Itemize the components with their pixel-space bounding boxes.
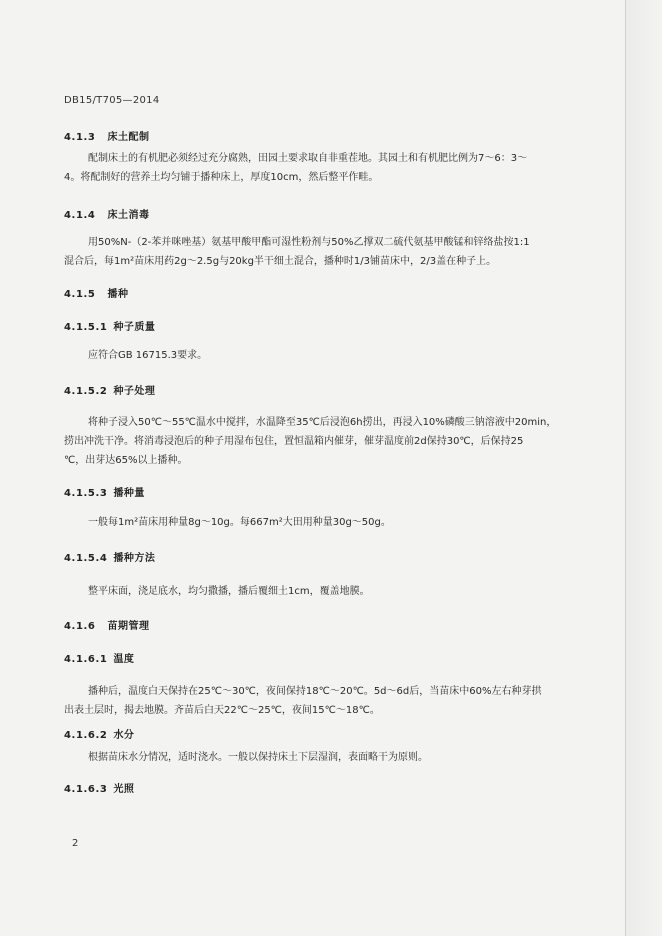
section-title: 床土消毒: [107, 210, 150, 221]
section-heading-4-1-6-2: [64, 726, 134, 741]
section-heading-4-1-5-2: [64, 382, 155, 397]
section-title: 床土配制: [107, 132, 150, 143]
section-heading-4-1-3: [64, 128, 149, 143]
section-title: 播种量: [113, 488, 145, 499]
paragraph-4-1-6-1: [64, 682, 576, 720]
section-title: 播种: [107, 289, 129, 300]
section-number: 4.1.5.4: [64, 553, 108, 564]
section-heading-4-1-5-3: [64, 484, 145, 499]
paragraph-line: 用50%N-（2-苯并咪唑基）氨基甲酸甲酯可湿性粉剂与50%乙撑双二硫代氨基甲酸锰和锌络盐按1:1: [88, 237, 530, 248]
section-heading-4-1-4: [64, 206, 149, 221]
section-title: 苗期管理: [107, 621, 150, 632]
section-title: 种子质量: [113, 322, 156, 333]
paragraph-4-1-5-4: [64, 582, 576, 601]
section-number: 4.1.4: [64, 210, 96, 221]
paragraph-line: 4。将配制好的营养土均匀铺于播种床上，厚度10cm，然后整平作畦。: [64, 172, 379, 183]
paragraph-line: 出表土层时，揭去地膜。齐苗后白天22℃～25℃，夜间15℃～18℃。: [64, 705, 380, 716]
section-number: 4.1.5.3: [64, 488, 108, 499]
section-number: 4.1.6.1: [64, 654, 108, 665]
paragraph-line: 将种子浸入50℃～55℃温水中搅拌，水温降至35℃后浸泡6h捞出，再浸入10%磷酸三钠溶液中20min，: [88, 417, 557, 428]
section-number: 4.1.6.2: [64, 730, 108, 741]
paragraph-4-1-5-1: [64, 346, 576, 365]
section-title: 光照: [113, 784, 135, 795]
section-title: 温度: [113, 654, 135, 665]
paragraph-4-1-5-3: [64, 513, 576, 532]
section-heading-4-1-5-4: [64, 549, 155, 564]
paragraph-4-1-6-2: [64, 748, 576, 767]
section-number: 4.1.5: [64, 289, 96, 300]
paragraph-line: 一般每1m²苗床用种量8g～10g。每667m²大田用种量30g～50g。: [88, 517, 391, 528]
paragraph-line: 整平床面，浇足底水，均匀撒播，播后覆细土1cm，覆盖地膜。: [88, 586, 370, 597]
paragraph-4-1-5-2: [64, 413, 576, 470]
paragraph-line: 捞出冲洗干净。将消毒浸泡后的种子用湿布包住，置恒温箱内催芽，催芽温度前2d保持30℃，后保持25: [64, 436, 524, 447]
paragraph-line: 播种后，温度白天保持在25℃～30℃，夜间保持18℃～20℃。5d～6d后，当苗床中60%左右种芽拱: [88, 686, 542, 697]
paragraph-line: 应符合GB 16715.3要求。: [88, 350, 208, 361]
paragraph-line: ℃，出芽达65%以上播种。: [64, 455, 188, 466]
page-number: 2: [72, 838, 79, 849]
section-heading-4-1-5-1: [64, 318, 155, 333]
section-heading-4-1-6-1: [64, 650, 134, 665]
paragraph-4-1-3: [64, 149, 576, 187]
section-heading-4-1-5: [64, 285, 128, 300]
paragraph-line: 根据苗床水分情况，适时浇水。一般以保持床土下层湿润，表面略干为原则。: [88, 752, 428, 763]
section-number: 4.1.5.1: [64, 322, 108, 333]
section-number: 4.1.6: [64, 621, 96, 632]
section-heading-4-1-6-3: [64, 780, 134, 795]
section-title: 水分: [113, 730, 135, 741]
section-number: 4.1.6.3: [64, 784, 108, 795]
section-title: 种子处理: [113, 386, 156, 397]
section-title: 播种方法: [113, 553, 156, 564]
section-heading-4-1-6: [64, 617, 149, 632]
section-number: 4.1.5.2: [64, 386, 108, 397]
section-number: 4.1.3: [64, 132, 96, 143]
standard-code: DB15/T705—2014: [64, 95, 160, 106]
paragraph-4-1-4: [64, 233, 576, 271]
scan-edge-shadow: [626, 0, 662, 936]
paragraph-line: 混合后，每1m²苗床用药2g～2.5g与20kg半干细土混合，播种时1/3铺苗床中，2/3盖在种子上。: [64, 256, 497, 267]
paragraph-line: 配制床土的有机肥必须经过充分腐熟，田园土要求取自非重茬地。其园土和有机肥比例为7～6：3～: [88, 153, 528, 164]
